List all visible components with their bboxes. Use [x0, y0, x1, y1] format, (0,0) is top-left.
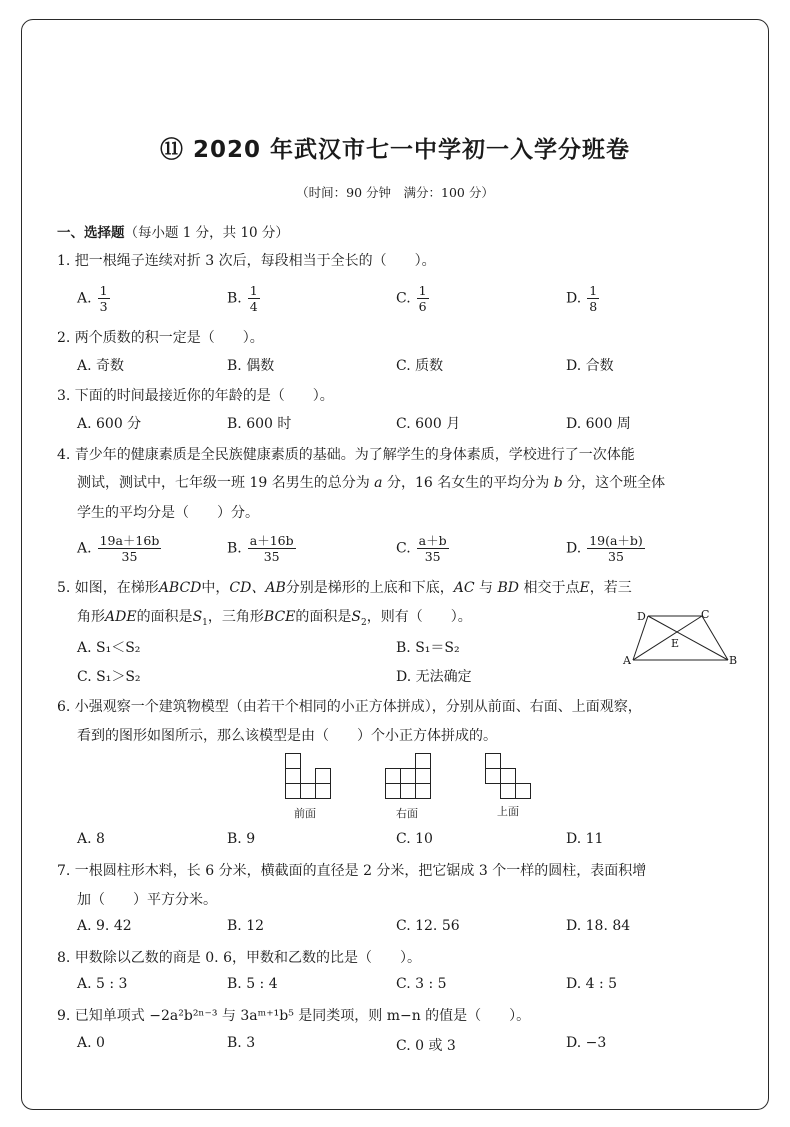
top-view-label: 上面 [497, 805, 519, 818]
q7-option-a[interactable]: A. 9. 42 [77, 918, 132, 934]
figure-label-d: D [637, 610, 646, 623]
q6-option-c[interactable]: C. 10 [396, 831, 433, 847]
right-view-label: 右面 [396, 807, 418, 820]
q2-option-c[interactable]: C. 质数 [396, 358, 444, 374]
figure-label-c: C [701, 608, 710, 621]
q5-option-d[interactable]: D. 无法确定 [396, 669, 472, 685]
q2-option-d[interactable]: D. 合数 [566, 358, 614, 374]
q7-option-c[interactable]: C. 12. 56 [396, 918, 460, 934]
q8-option-c[interactable]: C. 3 : 5 [396, 976, 447, 992]
page-title: ⑪ 2020 年武汉市七一中学初一入学分班卷 [159, 137, 631, 163]
q9-option-b[interactable]: B. 3 [227, 1035, 256, 1051]
q9-option-c[interactable]: C. 0 或 3 [396, 1038, 456, 1054]
q3-option-b[interactable]: B. 600 时 [227, 416, 292, 432]
q1-option-d[interactable]: D. $\frac{1}{8}$ [566, 283, 598, 314]
question-4-line-3: 学生的平均分是（ ）分。 [77, 505, 259, 521]
question-3: 3. 下面的时间最接近你的年龄的是（ ）。 [57, 388, 334, 404]
question-5-line-1: 5. 如图，在梯形ABCD中，CD、AB分别是梯形的上底和下底，AC 与 BD 相交于点E，若三 [57, 580, 632, 596]
exam-info: （时间：90 分钟 满分：100 分） [296, 185, 494, 200]
q1-option-b[interactable]: B. $\frac{1}{4}$ [227, 283, 258, 314]
q2-option-a[interactable]: A. 奇数 [77, 358, 125, 374]
q1-option-c[interactable]: C. $\frac{1}{6}$ [396, 283, 427, 314]
q9-option-a[interactable]: A. 0 [77, 1035, 105, 1051]
q3-option-d[interactable]: D. 600 周 [566, 416, 631, 432]
q8-option-a[interactable]: A. 5 : 3 [77, 976, 128, 992]
q4-option-a[interactable]: A. $\frac{19a+16b}{35}$ [77, 533, 160, 564]
q2-option-b[interactable]: B. 偶数 [227, 358, 275, 374]
front-view-figure [285, 753, 333, 801]
right-view-figure [385, 753, 433, 801]
q4-option-d[interactable]: D. $\frac{19(a+b)}{35}$ [566, 533, 643, 564]
q6-option-b[interactable]: B. 9 [227, 831, 256, 847]
top-view-figure [485, 753, 533, 801]
question-6-line-2: 看到的图形如图所示，那么该模型是由（ ）个小正方体拼成的。 [77, 728, 497, 744]
q5-option-a[interactable]: A. S₁＜S₂ [77, 640, 141, 656]
figure-label-b: B [729, 654, 738, 667]
q4-option-c[interactable]: C. $\frac{a+b}{35}$ [396, 533, 447, 564]
question-7-line-1: 7. 一根圆柱形木料，长 6 分米，横截面的直径是 2 分米，把它锯成 3 个一样的圆柱，表面积增 [57, 863, 647, 879]
q3-option-a[interactable]: A. 600 分 [77, 416, 142, 432]
question-2: 2. 两个质数的积一定是（ ）。 [57, 330, 264, 346]
q7-option-b[interactable]: B. 12 [227, 918, 265, 934]
q5-option-b[interactable]: B. S₁＝S₂ [396, 640, 460, 656]
q8-option-d[interactable]: D. 4 : 5 [566, 976, 618, 992]
q6-option-d[interactable]: D. 11 [566, 831, 604, 847]
figure-label-e: E [671, 637, 680, 650]
q3-option-c[interactable]: C. 600 月 [396, 416, 461, 432]
question-8: 8. 甲数除以乙数的商是 0. 6，甲数和乙数的比是（ ）。 [57, 950, 421, 966]
question-9: 9. 已知单项式 −2a²b²ⁿ⁻³ 与 3aᵐ⁺¹b⁵ 是同类项，则 m−n 的值是（ ）。 [57, 1008, 531, 1024]
question-4-line-2: 测试，测试中，七年级一班 19 名男生的总分为 a 分，16 名女生的平均分为 b 分，这个班全体 [77, 475, 666, 491]
question-1: 1. 把一根绳子连续对折 3 次后，每段相当于全长的（ ）。 [57, 253, 436, 269]
front-view-label: 前面 [294, 807, 316, 820]
q1-option-a[interactable]: A. $\frac{1}{3}$ [77, 283, 108, 314]
q6-option-a[interactable]: A. 8 [77, 831, 105, 847]
q5-option-c[interactable]: C. S₁＞S₂ [77, 669, 141, 685]
q7-option-d[interactable]: D. 18. 84 [566, 918, 631, 934]
section-heading: 一、选择题（每小题 1 分，共 10 分） [57, 225, 289, 241]
question-6-line-1: 6. 小强观察一个建筑物模型（由若干个相同的小正方体拼成），分别从前面、右面、上面观察， [57, 699, 642, 715]
question-5-line-2: 角形ADE的面积是$S_1$，三角形BCE的面积是$S_2$，则有（ ）。 [77, 609, 472, 628]
q9-option-d[interactable]: D. −3 [566, 1035, 607, 1051]
figure-label-a: A [623, 654, 631, 667]
q4-option-b[interactable]: B. $\frac{a+16b}{35}$ [227, 533, 294, 564]
question-4-line-1: 4. 青少年的健康素质是全民族健康素质的基础。为了解学生的身体素质，学校进行了一次体能 [57, 447, 635, 463]
q8-option-b[interactable]: B. 5 : 4 [227, 976, 278, 992]
question-7-line-2: 加（ ）平方分米。 [77, 892, 217, 908]
